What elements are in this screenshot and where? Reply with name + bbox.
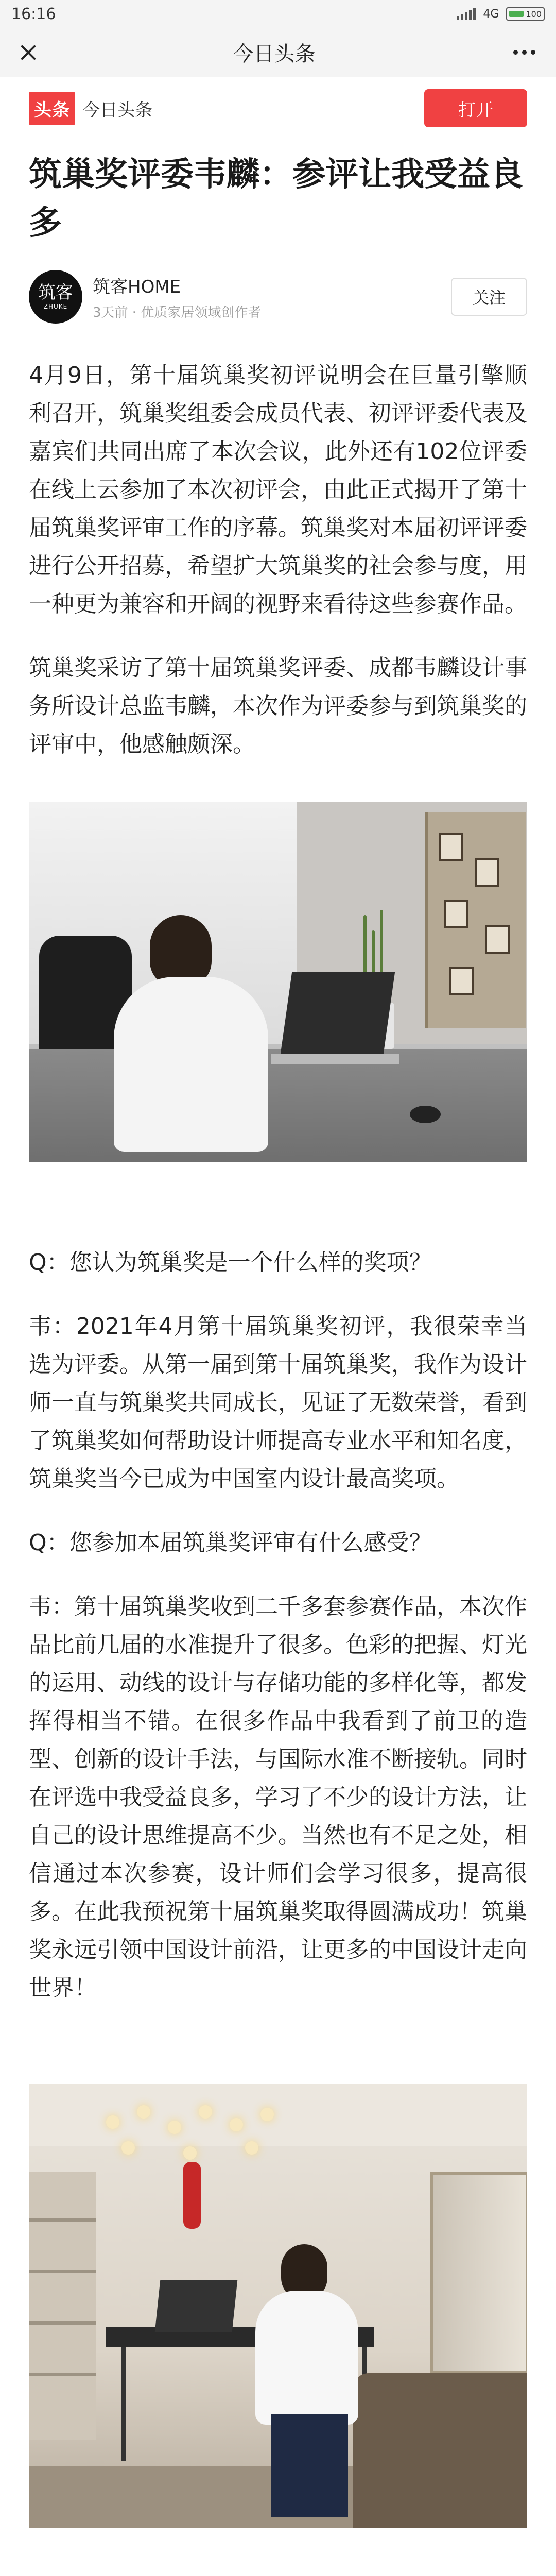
article-question: Q：您参加本届筑巢奖评审有什么感受？ [29,1530,432,1556]
article-paragraph: 4月9日，第十届筑巢奖初评说明会在巨量引擎顺利召开，筑巢奖组委会成员代表、初评评委代表及嘉宾们共同出席了本次会议，此外还有102位评委在线上云参加了本次初评会，由此正式揭开了第十届筑巢奖评审工作的序幕。筑巢奖对本届初评评委进行公开招募，希望扩大筑巢奖的社会参与度，用一种更为兼容和开阔的视野来看待这些参赛作品。 [29,362,527,617]
open-app-button[interactable]: 打开 [424,89,527,127]
article-answer: 韦：第十届筑巢奖收到二千多套参赛作品，本次作品比前几届的水准提升了很多。色彩的把握、灯光的运用、动线的设计与存储功能的多样化等，都发挥得相当不错。在很多作品中我看到了前卫的造型、创新的设计手法，与国际水准不断接轨。同时在评选中我受益良多，学习了不少的设计方法，让自己的设计思维提高不少。当然也有不足之处，相信通过本次参赛，设计师们会学习很多，提高很多。在此我预祝第十届筑巢奖取得圆满成功！筑巢奖永远引领中国设计前沿，让更多的中国设计走向世界！ [29,1594,527,2001]
author-text [93,273,261,321]
follow-button[interactable]: 关注 [451,278,527,316]
battery-icon [506,7,545,21]
author-info[interactable] [29,270,261,324]
more-options-icon[interactable] [508,45,541,60]
nav-title: 今日头条 [233,42,316,66]
article-paragraph: 筑巢奖采访了第十届筑巢奖评委、成都韦麟设计事务所设计总监韦麟，本次作为评委参与到筑巢奖的评审中，他感触颇深。 [29,655,527,757]
article-photo-living-room[interactable] [29,2084,527,2528]
article-title: 筑巢奖评委韦麟：参评让我受益良多 [29,156,523,242]
article-answer: 韦：2021年4月第十届筑巢奖初评，我很荣幸当选为评委。从第一届到第十届筑巢奖，我作为设计师一直与筑巢奖共同成长，见证了无数荣誉，看到了筑巢奖如何帮助设计师提高专业水平和知名度，筑巢奖当今已成为中国室内设计最高奖项。 [29,1313,527,1492]
toutiao-logo: 头条 [29,92,75,125]
avatar-text: 筑客 [38,282,73,303]
author-name[interactable]: 筑客HOME [93,277,181,297]
status-time: 16:16 [11,5,56,23]
battery-level: 100 [526,9,542,19]
article-paragraph [29,2572,527,2576]
author-row [29,266,527,328]
article-photo-office[interactable] [29,802,527,1162]
avatar[interactable] [29,270,82,324]
signal-icon [457,8,476,20]
nav-bar [0,28,556,77]
avatar-subtext: ZHUKE [43,303,68,310]
author-meta: 3天前 · 优质家居领域创作者 [93,305,262,320]
brand-left [29,92,152,125]
brand-row [0,77,556,139]
network-label: 4G [483,7,499,21]
status-bar [0,0,556,28]
status-icons [457,7,545,21]
brand-name: 今日头条 [82,99,152,121]
close-icon[interactable] [15,40,40,65]
article-question: Q：您认为筑巢奖是一个什么样的奖项？ [29,1249,432,1276]
